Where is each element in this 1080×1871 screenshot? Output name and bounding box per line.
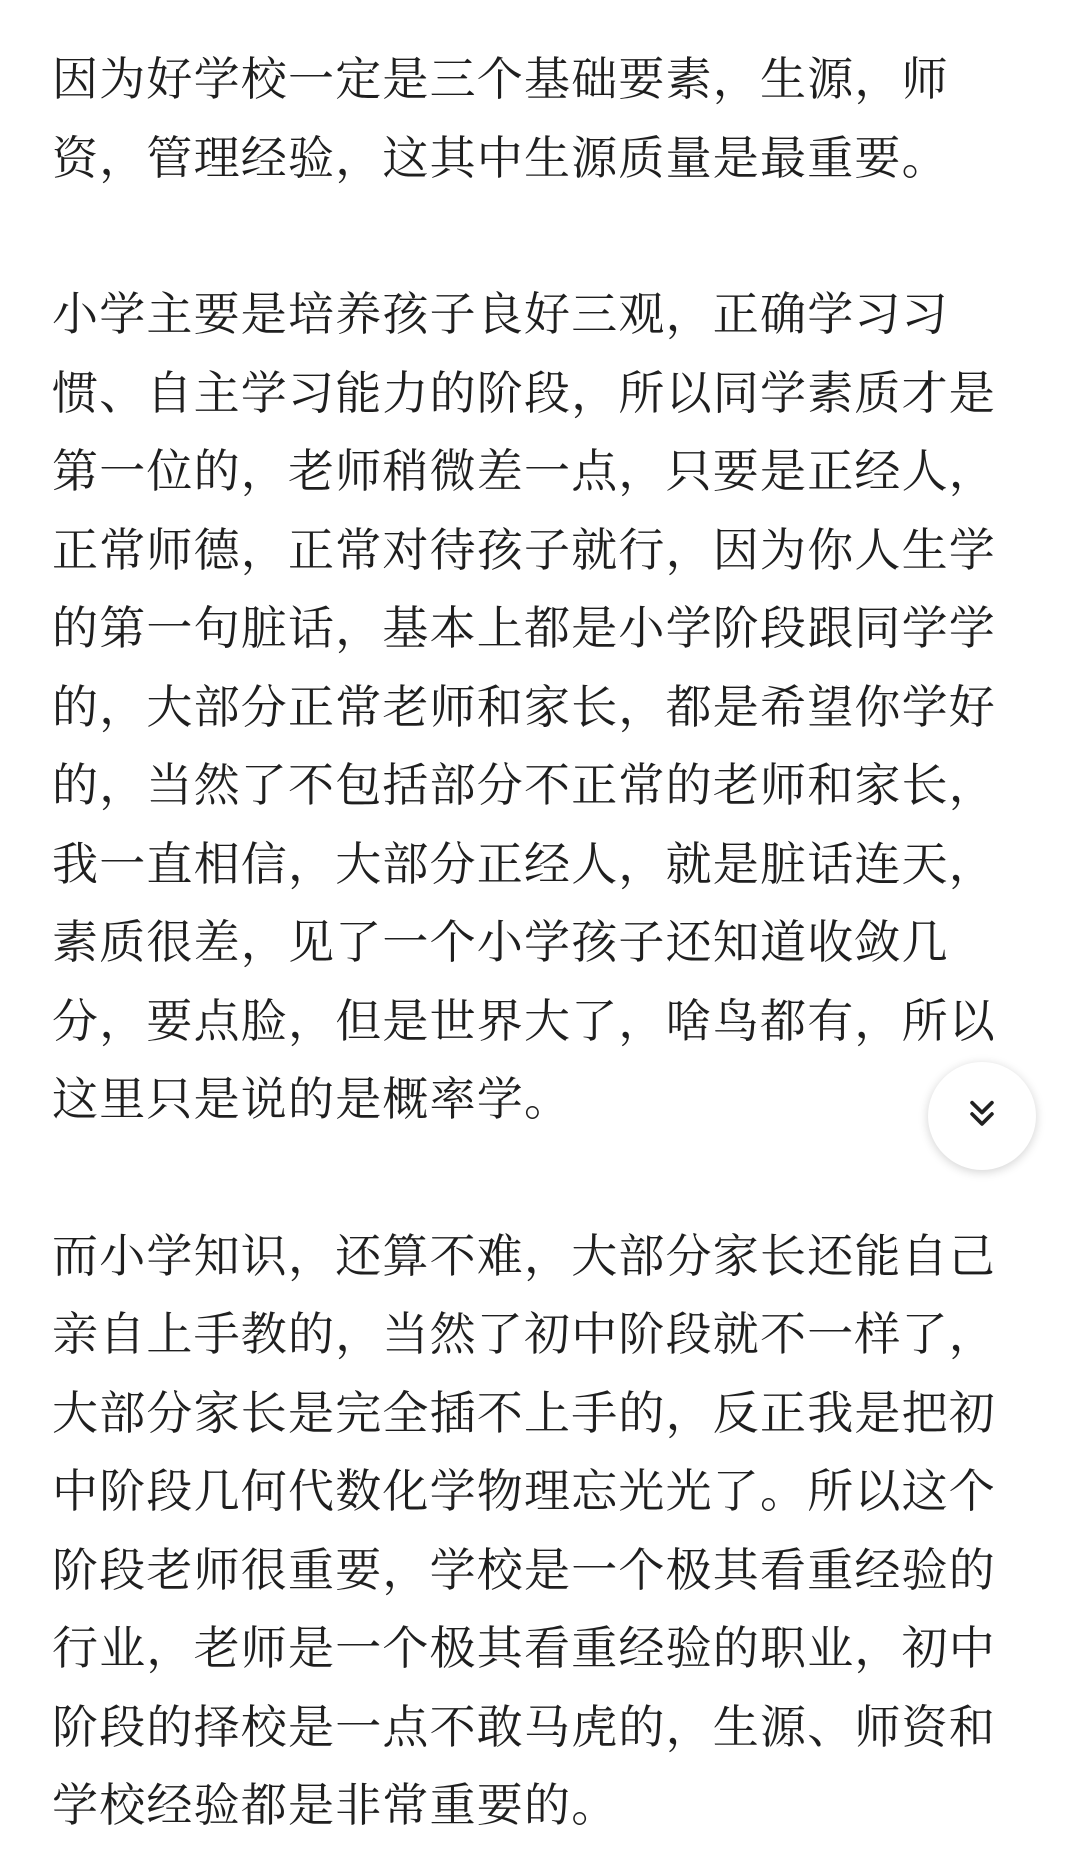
paragraph-1: 因为好学校一定是三个基础要素，生源，师资，管理经验，这其中生源质量是最重要。 xyxy=(52,52,949,185)
double-chevron-down-icon xyxy=(965,1097,999,1135)
article-body xyxy=(52,40,1036,1845)
paragraph-3: 而小学知识，还算不难，大部分家长还能自己亲自上手教的，当然了初中阶段就不一样了，大部分家长是完全插不上手的，反正我是把初中阶段几何代数化学物理忘光光了。所以这个阶段老师很重要，学校是一个极其看重经验的行业，老师是一个极其看重经验的职业，初中阶段的择校是一点不敢马虎的，生源、师资和学校经验都是非常重要的。 xyxy=(52,1228,996,1832)
expand-button[interactable] xyxy=(928,1062,1036,1170)
paragraph-2: 小学主要是培养孩子良好三观，正确学习习惯、自主学习能力的阶段，所以同学素质才是第一位的，老师稍微差一点，只要是正经人，正常师德，正常对待孩子就行，因为你人生学的第一句脏话，基本上都是小学阶段跟同学学的，大部分正常老师和家长，都是希望你学好的，当然了不包括部分不正常的老师和家长，我一直相信，大部分正经人，就是脏话连天，素质很差，见了一个小学孩子还知道收敛几分，要点脸，但是世界大了，啥鸟都有，所以这里只是说的是概率学。 xyxy=(52,287,996,1126)
